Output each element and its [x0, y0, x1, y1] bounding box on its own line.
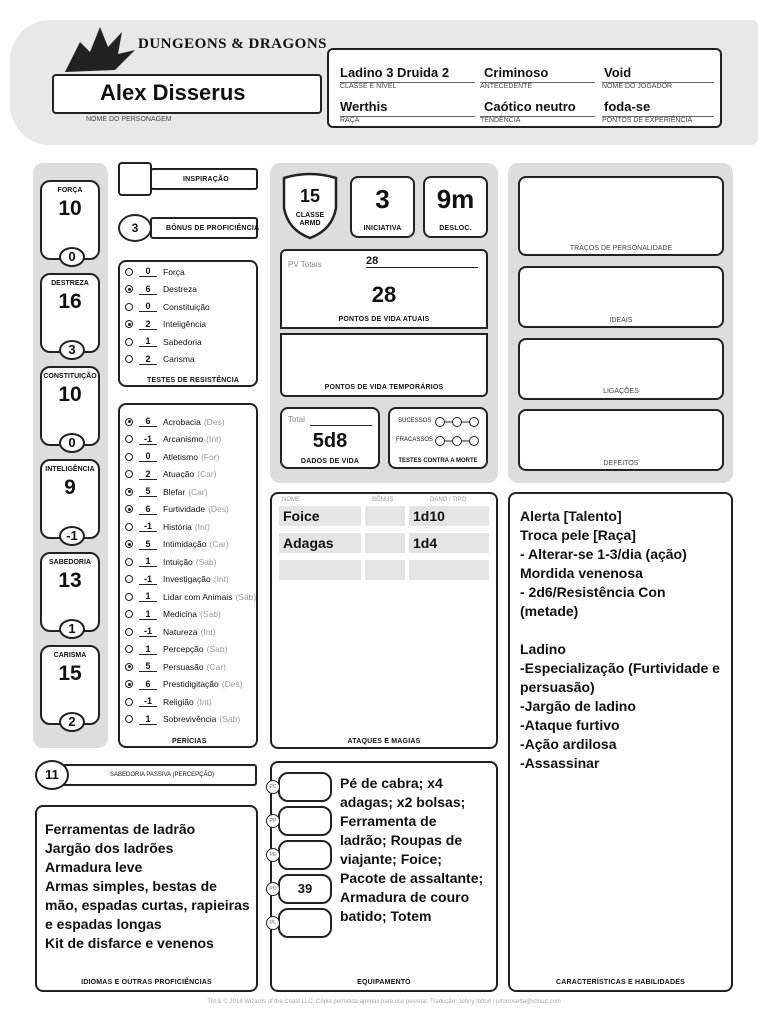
skill-value[interactable]: 1: [139, 714, 157, 725]
saving-throw-row: [125, 316, 255, 334]
feature-line: - 2d6/Resistência Con: [520, 584, 666, 600]
equipment-label: EQUIPAMENTO: [357, 979, 411, 986]
equipment-line: adagas; x2 bolsas;: [340, 794, 466, 810]
ability-modifier[interactable]: 1: [59, 619, 85, 639]
ability-modifier[interactable]: -1: [59, 526, 85, 546]
attacks-col-damage: DANO / TIPO: [430, 497, 467, 503]
skill-row: [125, 553, 257, 571]
saving-throw-row: [125, 298, 255, 316]
skill-row: [125, 431, 257, 449]
skill-name: Persuasão: [163, 661, 204, 672]
attack-bonus[interactable]: [365, 506, 405, 526]
skill-value[interactable]: 2: [139, 469, 157, 480]
saving-throw-value[interactable]: 0: [139, 266, 157, 277]
inspiration-label: INSPIRAÇÃO: [183, 176, 229, 183]
feature-line: Troca pele [Raça]: [520, 527, 636, 543]
proficiency-checkbox[interactable]: [125, 698, 133, 706]
equipment-line: viajante; Foice;: [340, 851, 442, 867]
proficiency-checkbox[interactable]: [125, 303, 133, 311]
saving-throw-row: [125, 263, 255, 281]
skill-attribute: (Car): [209, 539, 229, 550]
ability-modifier[interactable]: 2: [59, 712, 85, 732]
ability-modifier[interactable]: 0: [59, 247, 85, 267]
proficiency-checkbox[interactable]: [125, 418, 133, 426]
background[interactable]: Criminoso: [484, 65, 549, 80]
saving-throw-name: Constituição: [163, 301, 210, 312]
proficiency-checkbox[interactable]: [125, 610, 133, 618]
attack-damage[interactable]: 1d10: [409, 506, 489, 526]
speed-label: DESLOC.: [439, 225, 472, 232]
feature-line: Ladino: [520, 641, 566, 657]
passive-label: SABEDORIA PASSIVA (PERCEPÇÃO): [110, 772, 215, 778]
proficiency-checkbox[interactable]: [125, 575, 133, 583]
attacks-label: ATAQUES E MAGIAS: [347, 738, 421, 745]
skill-value[interactable]: 1: [139, 609, 157, 620]
skill-name: Lidar com Animais: [163, 591, 233, 602]
proficiency-checkbox[interactable]: [125, 505, 133, 513]
proficiency-checkbox[interactable]: [125, 338, 133, 346]
skill-value[interactable]: -1: [139, 574, 157, 585]
feature-line: -Ataque furtivo: [520, 717, 620, 733]
feature-line: -Assassinar: [520, 755, 600, 771]
skill-attribute: (Des): [208, 504, 229, 515]
skill-row: [125, 518, 257, 536]
hit-dice-total-line: [310, 425, 372, 426]
ability-name: FORÇA: [57, 187, 83, 194]
saving-throw-name: Inteligência: [163, 319, 207, 330]
alignment[interactable]: Caótico neutro: [484, 99, 576, 114]
skill-row: [125, 536, 257, 554]
feature-line: -Ação ardilosa: [520, 736, 617, 752]
bonds-label: LIGAÇÕES: [603, 388, 639, 395]
coin-abbr: PP: [266, 814, 280, 828]
saving-throw-name: Carisma: [163, 354, 195, 365]
skills-label: PERÍCIAS: [172, 738, 207, 745]
skill-value[interactable]: -1: [139, 626, 157, 637]
passive-value[interactable]: 11: [35, 760, 69, 790]
skill-attribute: (Int): [196, 696, 212, 707]
death-success-label: SUCESSOS: [398, 418, 432, 424]
skill-attribute: (Sab): [219, 714, 241, 725]
skill-value[interactable]: 6: [139, 679, 157, 690]
proficiency-checkbox[interactable]: [125, 285, 133, 293]
skills-list: [125, 413, 257, 728]
ability-modifier[interactable]: 0: [59, 433, 85, 453]
skill-name: História: [163, 521, 192, 532]
skill-value[interactable]: -1: [139, 696, 157, 707]
skill-name: Intimidação: [163, 539, 207, 550]
saving-throw-row: [125, 333, 255, 351]
coin-value[interactable]: [278, 806, 332, 836]
skill-name: Percepção: [163, 644, 204, 655]
skill-attribute: (Sab): [200, 609, 221, 620]
feature-line: Mordida venenosa: [520, 565, 643, 581]
skill-row: [125, 466, 257, 484]
saving-throw-row: [125, 281, 255, 299]
proficiency-checkbox[interactable]: [125, 488, 133, 496]
ability-score[interactable]: 13: [58, 569, 82, 592]
saving-throw-name: Destreza: [163, 284, 198, 295]
ability-name: DESTREZA: [51, 280, 89, 287]
skill-value[interactable]: 1: [139, 644, 157, 655]
proficiency-checkbox[interactable]: [125, 645, 133, 653]
skill-attribute: (Int): [206, 434, 222, 445]
hp-temp-label: PONTOS DE VIDA TEMPORÁRIOS: [324, 384, 444, 391]
ability-name: CARISMA: [53, 652, 87, 659]
proficiency-line: Ferramentas de ladrão: [45, 821, 196, 837]
proficiency-checkbox[interactable]: [125, 680, 133, 688]
alignment-label: TENDÊNCIA: [480, 116, 595, 124]
proficiency-line: Kit de disfarce e venenos: [45, 935, 214, 951]
ability-score[interactable]: 10: [58, 383, 82, 406]
ability-score[interactable]: 16: [58, 290, 82, 313]
proficiency-circle[interactable]: 3: [118, 214, 152, 242]
saving-throw-name: Força: [163, 266, 185, 277]
attacks-box: [270, 492, 498, 749]
skill-value[interactable]: 0: [139, 451, 157, 462]
saving-throw-row: [125, 351, 255, 369]
equipment-text[interactable]: [340, 774, 496, 926]
character-name-label: NOME DO PERSONAGEM: [86, 116, 172, 123]
saving-throw-value[interactable]: 6: [139, 284, 157, 295]
skill-name: Investigação: [163, 574, 211, 585]
skill-name: Sobrevivência: [163, 714, 217, 725]
ability-box[interactable]: [40, 552, 100, 636]
skill-row: [125, 606, 257, 624]
death-success-circles[interactable]: [434, 415, 480, 433]
skill-attribute: (Int): [200, 626, 216, 637]
proficiency-checkbox[interactable]: [125, 593, 133, 601]
ability-box[interactable]: [40, 180, 100, 264]
ability-name: CONSTITUIÇÃO: [43, 373, 97, 380]
ability-box[interactable]: [40, 366, 100, 450]
equipment-line: Armadura de couro: [340, 889, 470, 905]
attacks-col-bonus: BÔNUS: [372, 497, 394, 503]
skill-row: [125, 588, 257, 606]
saving-throws-label: TESTES DE RESISTÊNCIA: [147, 377, 240, 384]
skill-value[interactable]: 1: [139, 591, 157, 602]
race-label: RAÇA: [340, 116, 475, 124]
character-name[interactable]: Alex Disserus: [100, 80, 246, 105]
proficiencies-text: [45, 820, 255, 953]
death-fail-circles[interactable]: [434, 434, 480, 452]
skill-name: Natureza: [163, 626, 198, 637]
skill-row: [125, 571, 257, 589]
coin-value[interactable]: [278, 908, 332, 938]
ability-box[interactable]: [40, 459, 100, 543]
skill-row: [125, 693, 257, 711]
skill-attribute: (Sab): [195, 556, 217, 567]
hit-dice-value: 5d8: [312, 430, 348, 452]
proficiency-line: Armas simples, bestas de: [45, 878, 217, 894]
ability-modifier[interactable]: 3: [59, 340, 85, 360]
attack-damage[interactable]: [409, 560, 489, 580]
skill-row: [125, 711, 257, 729]
background-label: ANTECEDENTE: [480, 82, 595, 90]
ability-box[interactable]: [40, 645, 100, 729]
hp-max-value[interactable]: 28: [366, 255, 478, 268]
skill-name: Prestidigitação: [163, 679, 219, 690]
skill-name: Atuação: [163, 469, 195, 480]
speed-value: 9m: [436, 184, 475, 214]
skill-attribute: (Car): [197, 469, 217, 480]
skill-row: [125, 448, 257, 466]
feature-line: -Jargão de ladino: [520, 698, 636, 714]
skill-name: Medicina: [163, 609, 198, 620]
proficiency-checkbox[interactable]: [125, 435, 133, 443]
player-name[interactable]: Void: [604, 65, 632, 80]
skill-value[interactable]: 6: [139, 416, 157, 427]
hp-current-label: PONTOS DE VIDA ATUAIS: [338, 316, 430, 323]
proficiency-checkbox[interactable]: [125, 320, 133, 328]
skill-name: Furtividade: [163, 504, 206, 515]
equipment-line: Pé de cabra; x4: [340, 775, 443, 791]
proficiencies-label: IDIOMAS E OUTRAS PROFICIÊNCIAS: [81, 979, 212, 986]
proficiency-checkbox[interactable]: [125, 663, 133, 671]
ideals-label: IDEAIS: [609, 317, 633, 324]
proficiency-checkbox[interactable]: [125, 540, 133, 548]
attack-damage[interactable]: 1d4: [409, 533, 489, 553]
skill-attribute: (Car): [188, 486, 208, 497]
inspiration-square[interactable]: [118, 162, 152, 196]
proficiency-line: Armadura leve: [45, 859, 143, 875]
coin-abbr: PL: [266, 916, 280, 930]
skill-value[interactable]: 1: [139, 556, 157, 567]
proficiency-checkbox[interactable]: [125, 558, 133, 566]
attacks-col-name: NOME: [282, 497, 300, 503]
armor-class-value: 15: [299, 186, 321, 206]
class-level[interactable]: Ladino 3 Druida 2: [340, 65, 450, 80]
saving-throws-list: [125, 263, 255, 368]
saving-throw-name: Sabedoria: [163, 336, 202, 347]
features-text: [520, 507, 730, 773]
flaws-label: DEFEITOS: [603, 460, 639, 467]
attack-name[interactable]: Foice: [279, 506, 361, 526]
experience[interactable]: foda-se: [604, 99, 651, 114]
proficiency-label: BÔNUS DE PROFICIÊNCIA: [166, 225, 260, 232]
attack-name[interactable]: Adagas: [279, 533, 361, 553]
personality-box[interactable]: [518, 176, 724, 256]
skill-attribute: (Des): [203, 416, 225, 427]
coin-abbr: PO: [266, 882, 280, 896]
feature-line: [520, 621, 730, 640]
ability-score[interactable]: 9: [64, 476, 76, 499]
attack-bonus[interactable]: [365, 560, 405, 580]
proficiency-checkbox[interactable]: [125, 268, 133, 276]
death-fail-label: FRACASSOS: [396, 437, 434, 443]
ability-score[interactable]: 15: [58, 662, 82, 685]
feature-line: - Alterar-se 1-3/dia (ação): [520, 546, 687, 562]
saving-throw-value[interactable]: 0: [139, 301, 157, 312]
equipment-line: Ferramenta de: [340, 813, 437, 829]
footer-copyright: TM & © 2014 Wizards of the Coast LLC. Cópia permitida apenas para uso pessoal. Tradução: Johny Iottori | jotorrosetta@icloud.com: [207, 999, 561, 1005]
proficiency-line: Jargão dos ladrões: [45, 840, 174, 856]
personality-label: TRAÇOS DE PERSONALIDADE: [569, 245, 673, 252]
ability-name: INTELIGÊNCIA: [45, 466, 95, 473]
hp-max-label: PV Totais: [288, 260, 322, 269]
skill-name: Blefar: [163, 486, 186, 497]
proficiency-checkbox[interactable]: [125, 355, 133, 363]
equipment-line: ladrão; Roupas de: [340, 832, 463, 848]
skill-attribute: (Car): [206, 661, 226, 672]
ability-name: SABEDORIA: [48, 559, 91, 566]
skill-value[interactable]: -1: [139, 521, 157, 532]
experience-label: PONTOS DE EXPERIÊNCIA: [602, 116, 714, 124]
coin-abbr: PC: [266, 780, 280, 794]
dragon-logo-icon: [60, 22, 140, 77]
skill-row: [125, 641, 257, 659]
ability-score[interactable]: 10: [58, 197, 82, 220]
saving-throw-value[interactable]: 1: [139, 336, 157, 347]
feature-line: persuasão): [520, 679, 595, 695]
feature-line: Alerta [Talento]: [520, 508, 622, 524]
skill-value[interactable]: 5: [139, 661, 157, 672]
attack-bonus[interactable]: [365, 533, 405, 553]
logo-text: DUNGEONS & DRAGONS: [138, 36, 328, 52]
armor-class-label: CLASSE ARMD: [295, 212, 325, 227]
saving-throw-value[interactable]: 2: [139, 319, 157, 330]
hp-current-value: 28: [371, 282, 397, 307]
proficiency-checkbox[interactable]: [125, 523, 133, 531]
skill-value[interactable]: -1: [139, 434, 157, 445]
skill-row: [125, 483, 257, 501]
feature-line: -Especialização (Furtividade e: [520, 660, 720, 676]
skill-attribute: (Int): [213, 574, 229, 585]
attack-name[interactable]: [279, 560, 361, 580]
class-level-label: CLASSE E NÍVEL: [340, 82, 475, 90]
skill-name: Religião: [163, 696, 194, 707]
skill-row: [125, 501, 257, 519]
equipment-line: batido; Totem: [340, 908, 432, 924]
skill-attribute: (Sab): [206, 644, 228, 655]
hit-dice-total-label: Total: [288, 415, 305, 424]
race[interactable]: Werthis: [340, 99, 388, 114]
coin-value[interactable]: [278, 840, 332, 870]
skill-name: Acrobacia: [163, 416, 201, 427]
player-name-label: NOME DO JOGADOR: [602, 82, 714, 90]
skill-attribute: (For): [200, 451, 220, 462]
hit-dice-label: DADOS DE VIDA: [300, 458, 360, 465]
skill-attribute: (Sab): [235, 591, 257, 602]
skill-row: [125, 413, 257, 431]
initiative-value: 3: [375, 184, 390, 214]
saving-throw-value[interactable]: 2: [139, 354, 157, 365]
skill-row: [125, 676, 257, 694]
skill-attribute: (Int): [194, 521, 210, 532]
proficiency-checkbox[interactable]: [125, 628, 133, 636]
coin-value[interactable]: 39: [278, 874, 332, 904]
initiative-label: INICIATIVA: [363, 225, 402, 232]
features-label: CARACTERÍSTICAS E HABILIDADES: [555, 979, 686, 986]
skill-attribute: (Des): [221, 679, 243, 690]
skill-name: Arcanismo: [163, 434, 204, 445]
equipment-line: Pacote de assaltante;: [340, 870, 484, 886]
skill-value[interactable]: 5: [139, 539, 157, 550]
feature-line: (metade): [520, 603, 579, 619]
proficiency-checkbox[interactable]: [125, 470, 133, 478]
skill-row: [125, 658, 257, 676]
death-saves-label: TESTES CONTRA A MORTE: [398, 458, 478, 464]
skill-name: Atletismo: [163, 451, 198, 462]
skill-name: Intuição: [163, 556, 193, 567]
proficiency-line: mão, espadas curtas, rapieiras: [45, 897, 250, 913]
proficiency-line: e espadas longas: [45, 916, 162, 932]
coin-abbr: PE: [266, 848, 280, 862]
proficiency-checkbox[interactable]: [125, 453, 133, 461]
coin-value[interactable]: [278, 772, 332, 802]
proficiency-checkbox[interactable]: [125, 715, 133, 723]
ability-box[interactable]: [40, 273, 100, 357]
skill-value[interactable]: 5: [139, 486, 157, 497]
skill-value[interactable]: 6: [139, 504, 157, 515]
skill-row: [125, 623, 257, 641]
